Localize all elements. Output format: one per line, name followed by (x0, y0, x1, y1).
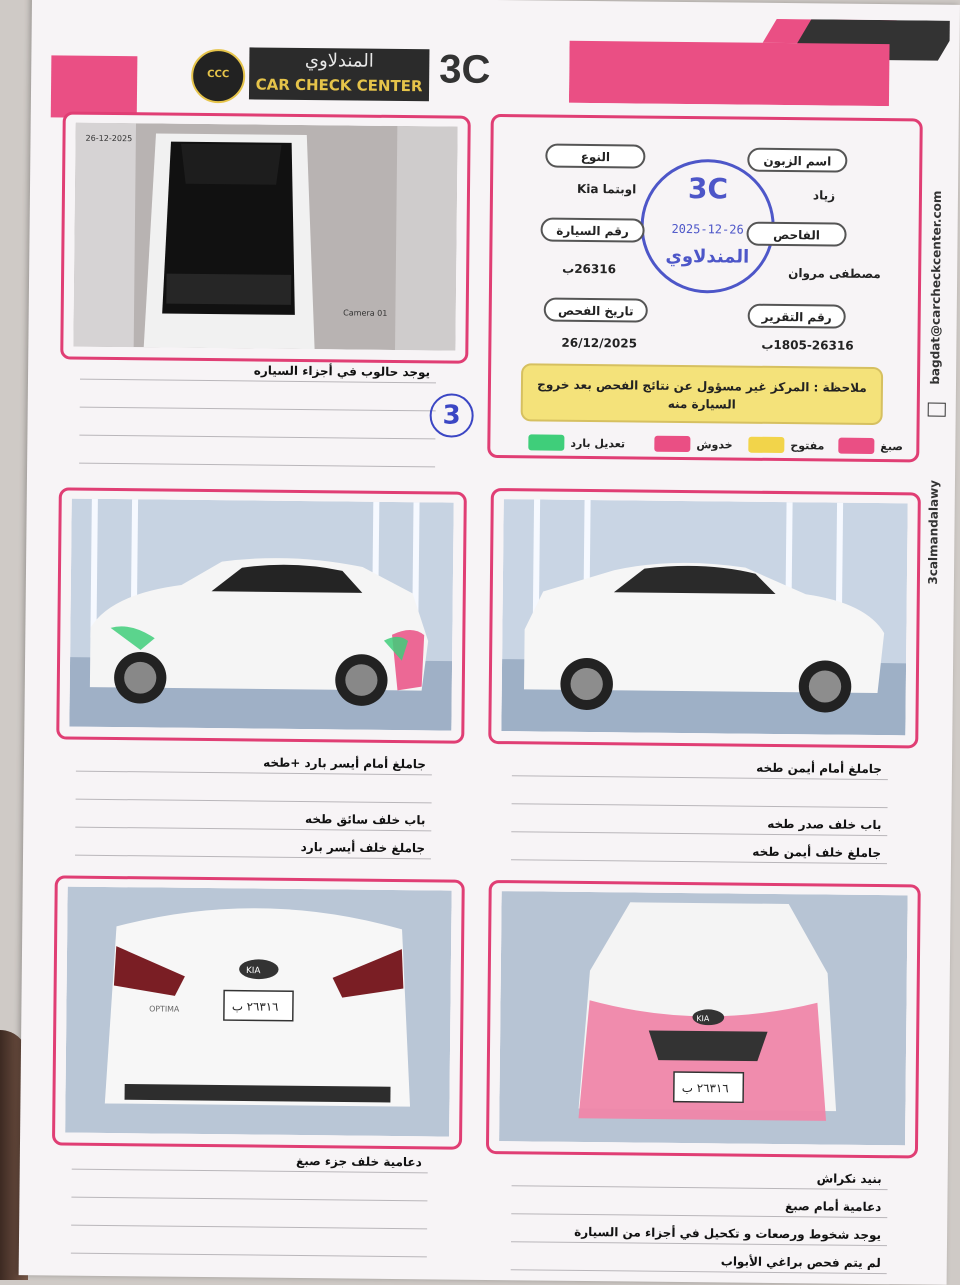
info-card (487, 114, 923, 463)
brand-banner (249, 47, 430, 101)
legend-cold-repair: تعديل بارد (522, 433, 625, 452)
left-side-photo (69, 499, 453, 731)
logo-badge: CCC (191, 49, 246, 104)
left-side-photo-frame (56, 487, 467, 743)
roof-photo (73, 123, 457, 351)
value-report-number: 1805-26316ب (761, 337, 854, 353)
svg-text:KIA: KIA (696, 1014, 710, 1024)
front-photo (499, 891, 908, 1145)
mail-icon (928, 403, 946, 417)
value-inspection-date: 26/12/2025 (561, 335, 638, 351)
right-side-photo (501, 499, 907, 735)
label-inspector: الفاحص (746, 222, 846, 247)
left-side-notes: جاملغ أمام أيسر بارد +طخه باب خلف سائق طخه جاملغ خلف أيسر بارد (75, 744, 432, 860)
header-pink-block (51, 55, 138, 118)
brand-arabic: المندلاوي (304, 50, 374, 72)
page-number-mark: 3 (429, 393, 473, 437)
swatch-magenta (654, 436, 690, 452)
roof-notes (79, 352, 436, 468)
header-ribbon (569, 17, 950, 107)
front-photo-frame (486, 880, 921, 1159)
inspection-stamp: 3C 2025-12-26 المندلاوي (640, 159, 775, 294)
disclaimer-note: ملاحظة : المركز غير مسؤول عن نتائج الفحص بعد خروج السيارة منه (521, 363, 884, 425)
contact-email: bagdat@carcheckcenter.com (927, 190, 945, 385)
roof-note-1: يوجد حالوب في أجزاء السياره (253, 363, 431, 380)
right-side-notes: جاملغ أمام أيمن طخه باب خلف صدر طخه جاملغ خلف أيمن طخه (511, 748, 888, 864)
svg-text:٢٦٣١٦ ب: ٢٦٣١٦ ب (681, 1080, 729, 1096)
svg-text:Camera 01: Camera 01 (343, 308, 388, 318)
right-side-photo-frame (488, 488, 921, 748)
swatch-green (528, 434, 564, 450)
inspection-sheet (19, 0, 960, 1285)
legend-paint: صبغ (832, 437, 903, 456)
legend-scratches: خدوش (648, 435, 732, 454)
rear-photo (65, 887, 452, 1137)
svg-text:26-12-2025: 26-12-2025 (85, 133, 133, 144)
label-customer-name: اسم الزبون (747, 148, 847, 173)
social-handle: 3calmandalawy (925, 479, 941, 585)
brand-english: CAR CHECK CENTER (255, 75, 423, 96)
label-inspection-date: تاريخ الفحص (544, 298, 648, 323)
svg-text:٢٦٣١٦ ب: ٢٦٣١٦ ب (231, 999, 279, 1014)
label-car-number: رقم السيارة (540, 217, 644, 242)
swatch-yellow (748, 437, 784, 453)
svg-text:KIA: KIA (245, 966, 261, 977)
legend-open: مفتوح (742, 436, 824, 455)
rear-photo-frame (52, 875, 465, 1149)
rear-notes: دعامية خلف جزء صبغ (71, 1142, 428, 1258)
roof-photo-frame (60, 111, 471, 363)
front-notes: بنيد نكراش دعامية أمام صبغ يوجد شخوط ورصعات و تكحيل في أجزاء من السيارة لم يتم فحص براغي الأبواب (511, 1158, 888, 1274)
label-report-number: رقم التقرير (748, 304, 846, 329)
value-customer-name: زياد (812, 188, 836, 203)
value-car-number: 26316ب (562, 261, 617, 277)
swatch-pink (838, 438, 874, 454)
label-type: النوع (545, 144, 645, 169)
svg-text:OPTIMA: OPTIMA (149, 1004, 180, 1014)
brand-mark: 3C (439, 47, 491, 92)
value-inspector: مصطفى مروان (788, 266, 881, 282)
value-type: اوبتما Kia (576, 181, 637, 197)
